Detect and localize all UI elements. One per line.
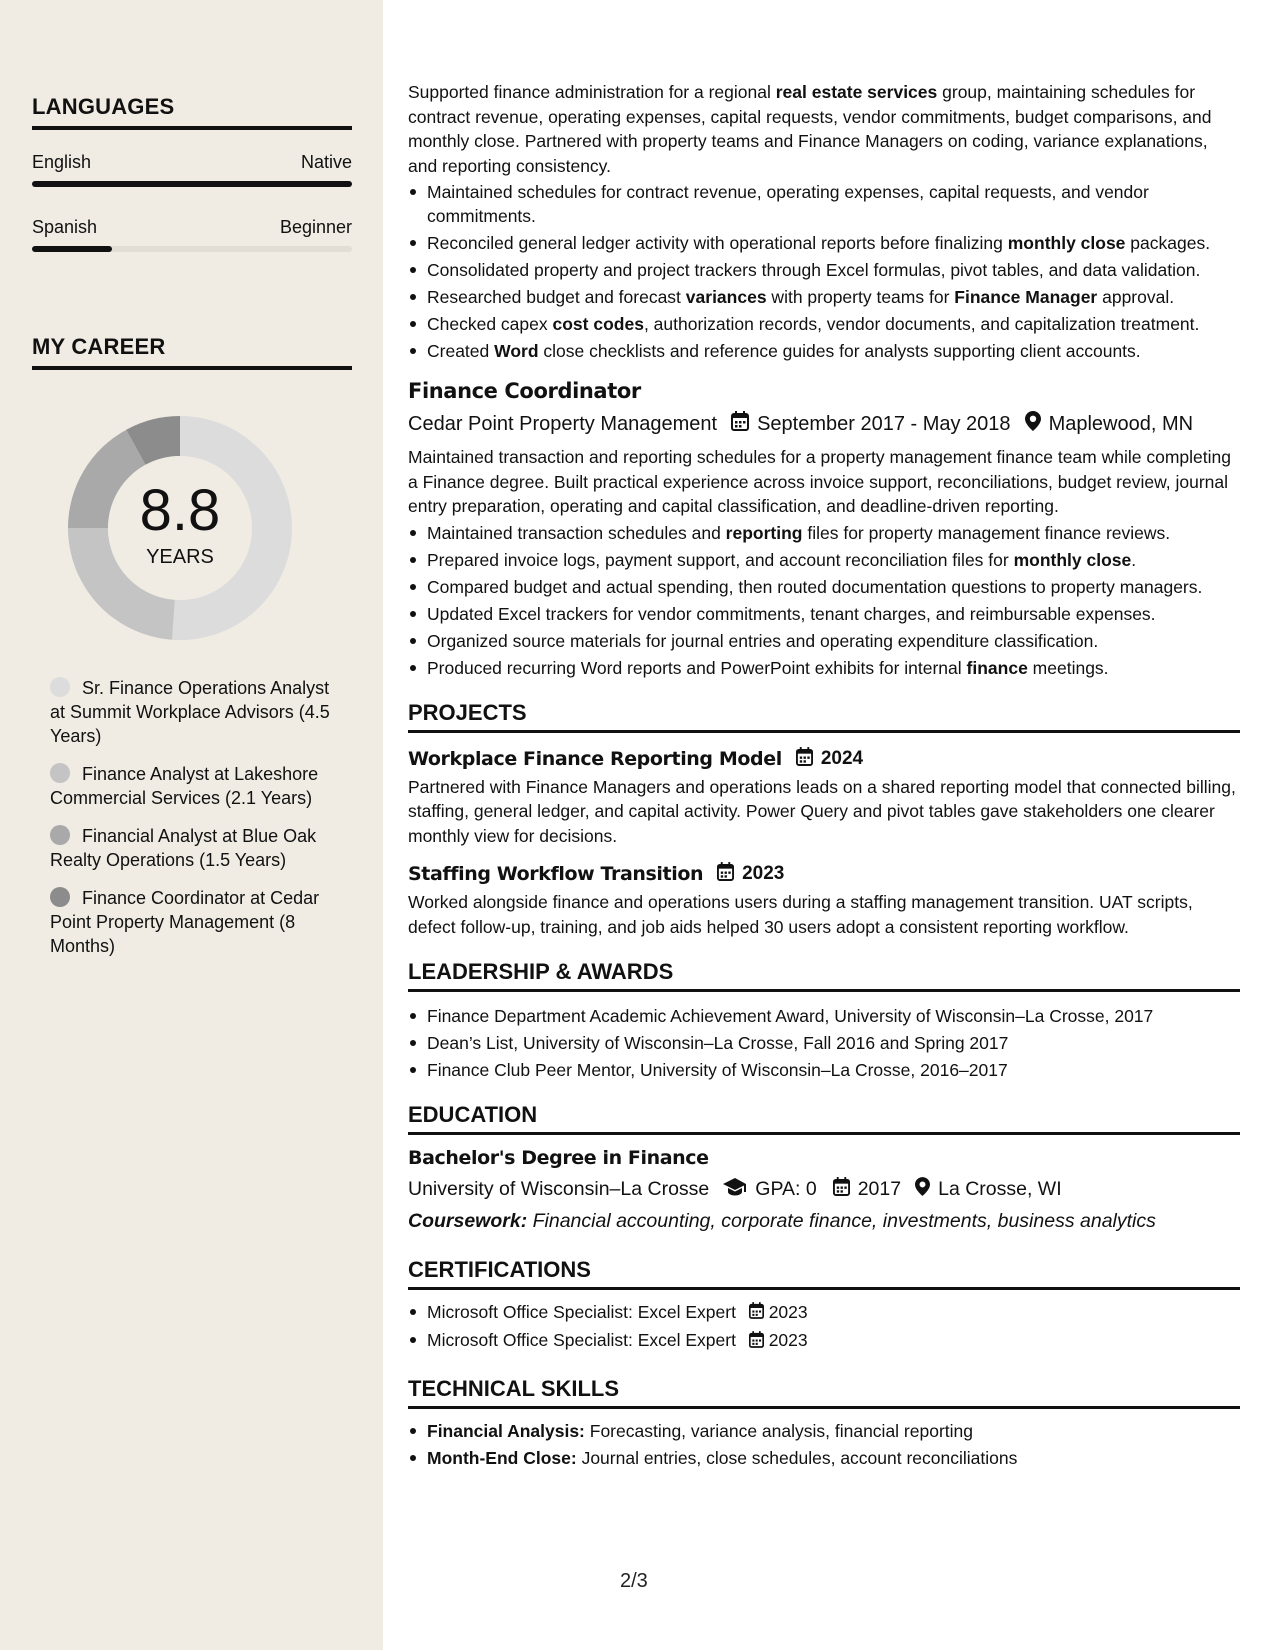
leadership-item: Finance Club Peer Mentor, University of Wisconsin–La Crosse, 2016–2017 [408, 1058, 1240, 1082]
certification-year: 2023 [768, 1330, 808, 1351]
career-legend-item [50, 762, 340, 810]
bullet-item: Consolidated property and project trackers through Excel formulas, pivot tables, and data validation. [408, 258, 1240, 282]
project-year: 2024 [820, 747, 864, 769]
text: meetings. [1027, 657, 1109, 678]
text: approval. [1097, 287, 1175, 307]
graduation-cap-icon [723, 1178, 747, 1202]
text: files for property management finance reviews. [802, 522, 1171, 543]
text: packages. [1125, 233, 1211, 253]
language-name: Spanish [32, 217, 98, 237]
calendar-icon [749, 1301, 764, 1325]
job-entry [408, 379, 1240, 680]
experience-intro [408, 80, 1240, 178]
project-description: Partnered with Finance Managers and operations leads on a shared reporting model that connected billing, staffing, general ledger, and capital activity. Power Query and pivot tables gave stakeholders one clearer monthly view for decisions. [408, 776, 1236, 846]
career-section [32, 334, 352, 370]
text: close checklists and reference guides for analysts supporting client accounts. [538, 341, 1141, 361]
skill-value: Journal entries, close schedules, account reconciliations [576, 1447, 1018, 1468]
bullet-item [408, 231, 1240, 255]
bullet-item [408, 548, 1240, 572]
career-legend-item [50, 824, 340, 872]
job-location: Maplewood, MN [1048, 412, 1194, 435]
job-title: Finance Coordinator [408, 379, 641, 403]
location-pin-icon [1025, 411, 1041, 437]
main-content [408, 80, 1240, 1473]
career-legend-item [50, 676, 340, 748]
certification-item [408, 1300, 1240, 1325]
legend-dot [50, 763, 70, 783]
school-name: University of Wisconsin–La Crosse [408, 1178, 710, 1200]
text: Maintained transaction schedules and [427, 522, 726, 543]
text-bold: monthly close [1007, 233, 1126, 253]
coursework-text: Financial accounting, corporate finance, investments, business analytics [527, 1210, 1156, 1232]
calendar-icon [796, 747, 813, 771]
text: Produced recurring Word reports and PowerPoint exhibits for internal [427, 657, 967, 678]
language-bar [32, 246, 352, 252]
career-legend-item [50, 886, 340, 958]
text-bold: Finance Manager [954, 287, 1098, 307]
skill-item [408, 1446, 1240, 1470]
calendar-icon [731, 411, 749, 437]
language-bar-fill [32, 181, 352, 187]
legend-dot [50, 887, 70, 907]
text-bold: monthly close [1013, 549, 1132, 570]
certification-name: Microsoft Office Specialist: Excel Expert [427, 1330, 736, 1351]
text-bold: reporting [725, 522, 803, 543]
text: with property teams for [766, 287, 955, 307]
job-meta [408, 411, 1240, 437]
bullet-item [408, 656, 1240, 680]
text: , authorization records, vendor documents, and capitalization treatment. [643, 314, 1200, 334]
career-donut-chart [62, 410, 298, 646]
skill-label: Financial Analysis: [427, 1420, 585, 1441]
language-bar-fill [32, 246, 112, 252]
sidebar [0, 0, 383, 1650]
bullet-item: Updated Excel trackers for vendor commitments, tenant charges, and reimbursable expenses. [408, 602, 1240, 626]
text: Supported finance administration for a regional [408, 82, 776, 102]
education-meta [408, 1177, 1240, 1202]
education-title: EDUCATION [408, 1102, 1240, 1135]
skill-label: Month-End Close: [427, 1447, 577, 1468]
bullet-item: Maintained schedules for contract revenue, operating expenses, capital requests, and vendor commitments. [408, 180, 1240, 228]
job-dates: September 2017 - May 2018 [757, 412, 1011, 435]
education-year: 2017 [857, 1178, 902, 1200]
certification-name: Microsoft Office Specialist: Excel Expert [427, 1302, 736, 1322]
project-name: Workplace Finance Reporting Model [408, 747, 782, 770]
text: Prepared invoice logs, payment support, and account reconciliation files for [427, 549, 1014, 570]
text-bold: Word [494, 341, 539, 361]
project-year: 2023 [742, 863, 785, 884]
language-name: English [32, 152, 92, 172]
job-bullets [408, 521, 1240, 680]
language-level: Native [300, 152, 352, 172]
career-years-unit: YEARS [146, 545, 214, 568]
text: Created [427, 341, 495, 361]
certification-item [408, 1328, 1240, 1353]
leadership-item: Finance Department Academic Achievement Award, University of Wisconsin–La Crosse, 2017 [408, 1004, 1240, 1028]
text-bold: cost codes [552, 314, 644, 334]
text-bold: finance [966, 657, 1028, 678]
language-level: Beginner [279, 217, 352, 237]
education-gpa: GPA: 0 [755, 1178, 817, 1200]
certifications-list [408, 1300, 1240, 1354]
legend-dot [50, 677, 70, 697]
legend-dot [50, 825, 70, 845]
career-total-years: 8.8 [139, 477, 221, 543]
skills-list [408, 1419, 1240, 1470]
text: . [1131, 549, 1137, 570]
bullet-item [408, 285, 1240, 309]
project-header [408, 747, 1240, 771]
text-bold: variances [685, 287, 767, 307]
certification-year: 2023 [768, 1302, 808, 1322]
text: Researched budget and forecast [427, 287, 686, 307]
skill-item [408, 1419, 1240, 1443]
career-title: MY CAREER [32, 334, 352, 370]
bullet-item [408, 339, 1240, 363]
bullet-item [408, 312, 1240, 336]
calendar-icon [717, 862, 734, 886]
career-legend-label: Financial Analyst at Blue Oak Realty Operations (1.5 Years) [50, 826, 317, 870]
bullet-item: Organized source materials for journal entries and operating expenditure classification. [408, 629, 1240, 653]
career-legend-label: Sr. Finance Operations Analyst at Summit Workplace Advisors (4.5 Years) [50, 678, 330, 746]
project-entry [408, 862, 1240, 939]
bullet-item [408, 521, 1240, 545]
job-company: Cedar Point Property Management [408, 412, 718, 435]
language-item [32, 152, 352, 187]
bullet-item: Compared budget and actual spending, then routed documentation questions to property managers. [408, 575, 1240, 599]
language-bar [32, 181, 352, 187]
project-entry [408, 747, 1240, 849]
coursework-label: Coursework: [408, 1210, 528, 1232]
text: Reconciled general ledger activity with operational reports before finalizing [427, 233, 1008, 253]
languages-title: LANGUAGES [32, 94, 352, 130]
calendar-icon [833, 1177, 850, 1202]
project-name: Staffing Workflow Transition [408, 863, 704, 885]
coursework-line [408, 1210, 1240, 1233]
text-bold: real estate services [775, 82, 938, 102]
projects-title: PROJECTS [408, 700, 1240, 733]
skill-value: Forecasting, variance analysis, financial reporting [584, 1420, 974, 1441]
language-item [32, 217, 352, 252]
project-header [408, 862, 1240, 886]
text: Checked capex [427, 314, 553, 334]
skills-title: TECHNICAL SKILLS [408, 1376, 1240, 1409]
text: group, maintaining schedules for contract revenue, operating expenses, capital requests, vendor commitments, budget comparisons, and monthly close. Partnered with property teams and Finance Managers on coding, variance explanations, and reporting consistency. [408, 82, 1212, 176]
leadership-item: Dean’s List, University of Wisconsin–La Crosse, Fall 2016 and Spring 2017 [408, 1031, 1240, 1055]
donut-center [62, 410, 298, 646]
career-legend [50, 676, 340, 972]
languages-section [32, 94, 352, 252]
degree-name: Bachelor's Degree in Finance [408, 1147, 709, 1169]
location-pin-icon [915, 1177, 930, 1202]
experience-continued [408, 80, 1240, 363]
education-location: La Crosse, WI [938, 1178, 1062, 1200]
experience-bullets [408, 180, 1240, 363]
leadership-title: LEADERSHIP & AWARDS [408, 959, 1240, 992]
career-legend-label: Finance Analyst at Lakeshore Commercial Services (2.1 Years) [50, 764, 319, 808]
calendar-icon [749, 1330, 764, 1354]
job-summary: Maintained transaction and reporting schedules for a property management finance team while completing a Finance degree. Built practical experience across invoice support, reconciliations, budget review, journal entry preparation, operating and capital classification, and deadline-driven reporting. [408, 447, 1231, 516]
leadership-list [408, 1004, 1240, 1082]
career-legend-label: Finance Coordinator at Cedar Point Property Management (8 Months) [50, 888, 320, 956]
project-description: Worked alongside finance and operations users during a staffing management transition. UAT scripts, defect follow-up, training, and job aids helped 30 users adopt a consistent reporting workflow. [408, 892, 1193, 937]
certifications-title: CERTIFICATIONS [408, 1257, 1240, 1290]
page-number: 2/3 [620, 1570, 648, 1592]
